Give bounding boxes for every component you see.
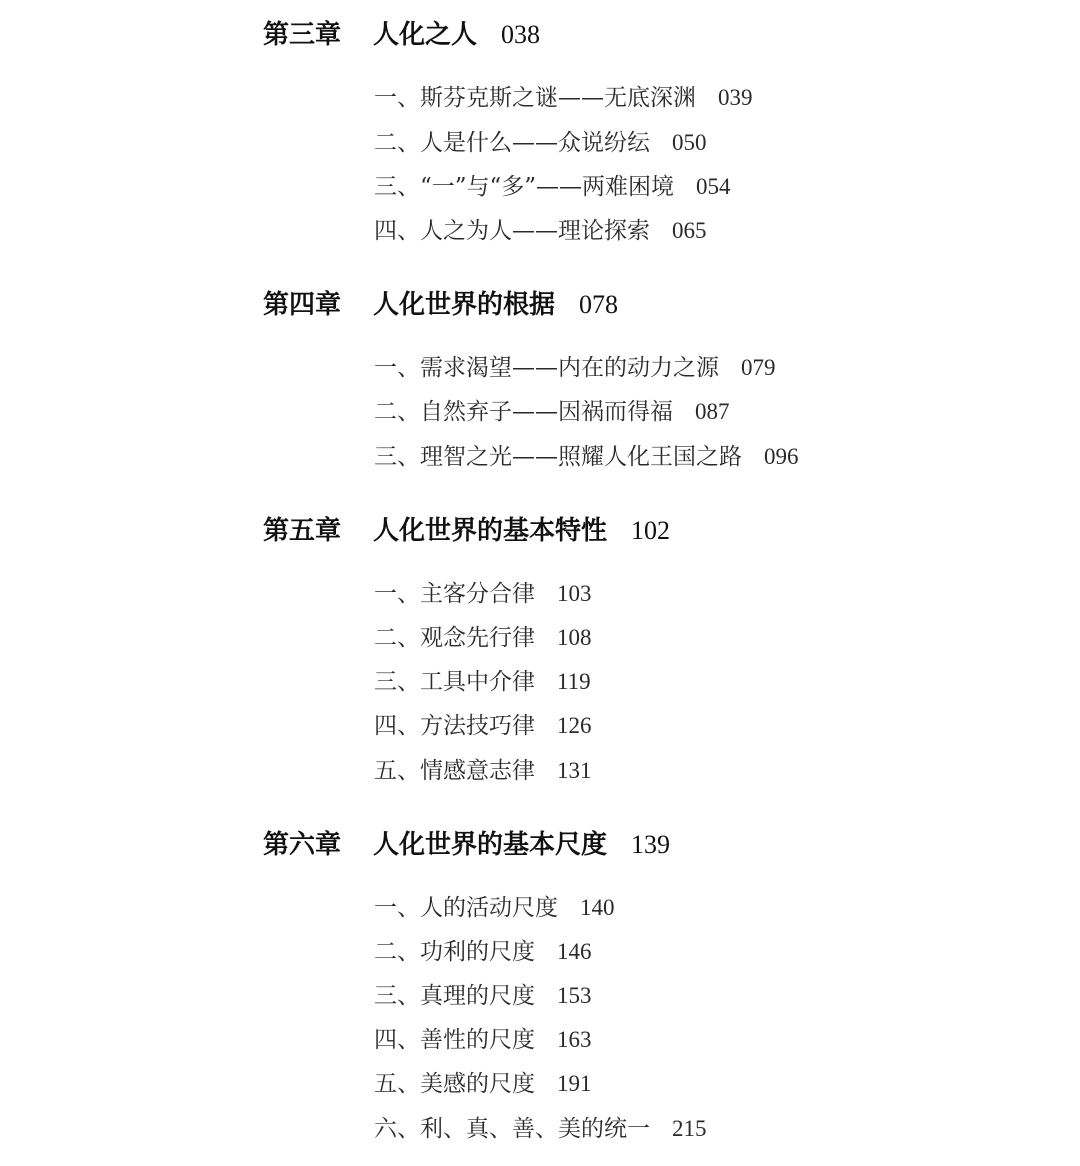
section-title: 四、人之为人——理论探索 — [374, 218, 650, 244]
toc-entry[interactable] — [374, 712, 592, 740]
section-title: 二、观念先行律 — [374, 625, 535, 651]
section-page-number: 163 — [557, 1027, 592, 1052]
toc-entry[interactable] — [374, 624, 592, 652]
toc-entry[interactable] — [374, 894, 615, 922]
toc-entry[interactable] — [374, 580, 592, 608]
section-page-number: 146 — [557, 939, 592, 964]
toc-entry[interactable] — [374, 1070, 592, 1098]
chapter-heading[interactable] — [263, 516, 670, 546]
toc-entry[interactable] — [374, 217, 707, 245]
section-page-number: 140 — [580, 895, 615, 920]
section-title: 四、方法技巧律 — [374, 713, 535, 739]
section-title: 二、功利的尺度 — [374, 939, 535, 965]
toc-entry[interactable] — [374, 173, 731, 201]
section-page-number: 108 — [557, 625, 592, 650]
section-title: 二、人是什么——众说纷纭 — [374, 130, 650, 156]
section-title: 四、善性的尺度 — [374, 1027, 535, 1053]
section-page-number: 096 — [764, 444, 799, 469]
section-page-number: 119 — [557, 669, 591, 694]
section-page-number: 103 — [557, 581, 592, 606]
section-title: 三、“一”与“多”——两难困境 — [374, 174, 675, 200]
chapter-page-number: 102 — [631, 516, 671, 545]
chapter-heading[interactable] — [263, 290, 618, 320]
section-title: 三、工具中介律 — [374, 669, 535, 695]
section-title: 一、主客分合律 — [374, 581, 535, 607]
chapter-heading[interactable] — [263, 20, 540, 50]
section-page-number: 215 — [672, 1116, 707, 1141]
chapter-number: 第五章 — [263, 516, 342, 546]
chapter-number: 第三章 — [263, 20, 342, 50]
chapter-title: 人化世界的根据 — [373, 290, 556, 320]
toc-entry[interactable] — [374, 982, 592, 1010]
toc-entry[interactable] — [374, 84, 753, 112]
toc-entry[interactable] — [374, 1026, 592, 1054]
section-title: 一、斯芬克斯之谜——无底深渊 — [374, 85, 696, 111]
section-title: 三、真理的尺度 — [374, 983, 535, 1009]
section-page-number: 126 — [557, 713, 592, 738]
chapter-heading[interactable] — [263, 830, 670, 860]
toc-entry[interactable] — [374, 129, 707, 157]
chapter-number: 第六章 — [263, 830, 342, 860]
toc-entry[interactable] — [374, 757, 592, 785]
toc-entry[interactable] — [374, 443, 799, 471]
chapter-page-number: 078 — [579, 290, 619, 319]
section-page-number: 065 — [672, 218, 707, 243]
section-page-number: 079 — [741, 355, 776, 380]
section-title: 五、美感的尺度 — [374, 1071, 535, 1097]
chapter-number: 第四章 — [263, 290, 342, 320]
chapter-title: 人化之人 — [373, 20, 478, 50]
section-title: 一、需求渴望——内在的动力之源 — [374, 355, 719, 381]
section-title: 二、自然弃子——因祸而得福 — [374, 399, 673, 425]
toc-entry[interactable] — [374, 668, 591, 696]
toc-entry[interactable] — [374, 1115, 707, 1143]
section-title: 五、情感意志律 — [374, 758, 535, 784]
chapter-page-number: 038 — [501, 20, 541, 49]
section-page-number: 087 — [695, 399, 730, 424]
section-page-number: 191 — [557, 1071, 592, 1096]
section-title: 六、利、真、善、美的统一 — [374, 1116, 650, 1142]
section-page-number: 054 — [696, 174, 731, 199]
section-page-number: 050 — [672, 130, 707, 155]
section-title: 一、人的活动尺度 — [374, 895, 558, 921]
section-page-number: 039 — [718, 85, 753, 110]
section-page-number: 153 — [557, 983, 592, 1008]
toc-entry[interactable] — [374, 938, 592, 966]
chapter-page-number: 139 — [631, 830, 671, 859]
section-page-number: 131 — [557, 758, 592, 783]
toc-entry[interactable] — [374, 354, 776, 382]
section-title: 三、理智之光——照耀人化王国之路 — [374, 444, 742, 470]
chapter-title: 人化世界的基本尺度 — [373, 830, 608, 860]
chapter-title: 人化世界的基本特性 — [373, 516, 608, 546]
toc-entry[interactable] — [374, 398, 730, 426]
